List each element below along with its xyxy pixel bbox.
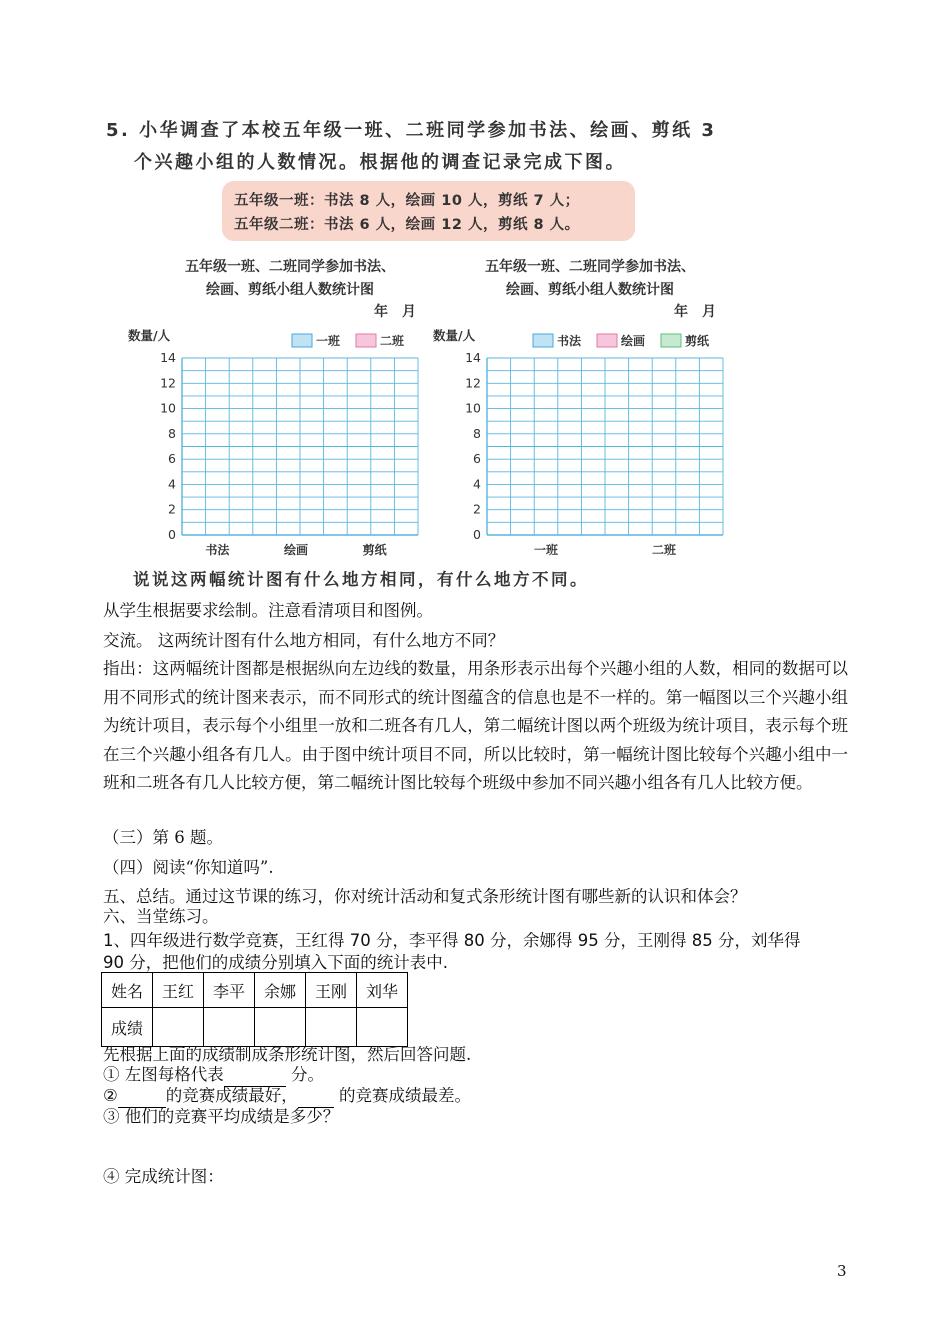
y-tick-label: 12 — [465, 375, 481, 391]
chart1-svg — [120, 322, 430, 562]
question-1-text: ① 左图每格代表 — [103, 1065, 224, 1084]
question-5-line2: 个兴趣小组的人数情况。根据他的调查记录完成下图。 — [134, 152, 626, 173]
para-draw: 从学生根据要求绘制。注意看清项目和图例。 — [103, 601, 433, 620]
chart1-date-label: 年 月 — [374, 304, 416, 320]
x-tick-label: 剪纸 — [362, 543, 387, 557]
bottom-prompt: 说说这两幅统计图有什么地方相同，有什么地方不同。 — [133, 570, 589, 589]
table-cell: 王红 — [153, 973, 204, 1008]
table-cell: 姓名 — [102, 973, 153, 1008]
y-tick-label: 14 — [465, 350, 481, 365]
table-cell: 余娜 — [255, 973, 306, 1008]
para-q1-line1: 1、四年级进行数学竞赛，王红得 70 分，李平得 80 分，余娜得 95 分，王刚得 85 分，刘华得 — [103, 931, 801, 950]
page-number: 3 — [837, 1262, 847, 1280]
question-4: ④ 完成统计图： — [103, 1167, 224, 1186]
para-discuss: 交流。 这两统计图有什么地方相同，有什么地方不同？ — [103, 631, 505, 650]
score-input-cell[interactable] — [153, 1008, 204, 1047]
y-tick-label: 0 — [473, 527, 481, 542]
y-tick-label: 6 — [168, 451, 176, 467]
para-explain: 指出：这两幅统计图都是根据纵向左边线的数量，用条形表示出每个兴趣小组的人数，相同的数据可以用不同形式的统计图来表示，而不同形式的统计图蕴含的信息也是不一样的。第一幅图以三个兴趣小组为统计项目，表示每个小组里一放和二班各有几人，第二幅统计图以两个班级为统计项目，表示每个班在三个兴趣小组各有几人。由于图中统计项目不同，所以比较时，第一幅统计图比较每个兴趣小组中一班和二班各有几人比较方便，第二幅统计图比较每个班级中参加不同兴趣小组各有几人比较方便。 — [103, 659, 848, 792]
table-row — [102, 973, 408, 1008]
question-2 — [103, 1085, 471, 1108]
y-tick-label: 14 — [160, 350, 176, 365]
y-tick-label: 12 — [160, 375, 176, 391]
para-practice: 六、当堂练习。 — [103, 907, 219, 926]
y-tick-label: 4 — [168, 476, 176, 492]
score-input-cell[interactable] — [204, 1008, 255, 1047]
y-tick-label: 10 — [160, 400, 176, 416]
chart2-title-line1: 五年级一班、二班同学参加书法、 — [485, 259, 695, 275]
answer-blank[interactable] — [118, 1085, 166, 1108]
x-tick-label: 书法 — [205, 543, 230, 557]
x-tick-label: 一班 — [533, 543, 559, 557]
y-tick-label: 2 — [473, 501, 481, 517]
legend-label: 一班 — [316, 334, 341, 348]
legend-label: 二班 — [380, 334, 405, 348]
question-1 — [103, 1064, 324, 1087]
legend-swatch — [597, 334, 617, 347]
y-tick-label: 8 — [473, 425, 481, 441]
score-input-cell[interactable] — [255, 1008, 306, 1047]
para-summary: 五、总结。通过这节课的练习，你对统计活动和复式条形统计图有哪些新的认识和体会？ — [103, 887, 747, 906]
legend-swatch — [533, 334, 553, 347]
y-tick-label: 4 — [473, 476, 481, 492]
chart2-svg — [425, 322, 735, 562]
para-item3: （三）第 6 题。 — [103, 828, 223, 847]
score-input-cell[interactable] — [357, 1008, 408, 1047]
chart2-date-label: 年 月 — [674, 304, 716, 320]
table-cell: 李平 — [204, 973, 255, 1008]
table-cell: 成绩 — [102, 1008, 153, 1047]
para-item4: （四）阅读“你知道吗”. — [103, 858, 274, 877]
answer-blank[interactable] — [224, 1064, 286, 1087]
para-make-chart: 先根据上面的成绩制成条形统计图，然后回答问题. — [103, 1045, 472, 1064]
y-tick-label: 6 — [473, 451, 481, 467]
y-axis-label: 数量/人 — [433, 328, 476, 343]
question-1-unit: 分。 — [291, 1065, 324, 1084]
question-2-worst: 的竞赛成绩最差。 — [339, 1086, 472, 1105]
table-row — [102, 1008, 408, 1047]
survey-record-box — [222, 181, 635, 241]
chart1-title-line2: 绘画、剪纸小组人数统计图 — [206, 282, 374, 298]
chart2-title-line2: 绘画、剪纸小组人数统计图 — [506, 282, 674, 298]
y-axis-label: 数量/人 — [128, 328, 171, 343]
legend-label: 剪纸 — [685, 334, 710, 348]
legend-label: 书法 — [557, 334, 582, 348]
table-cell: 王刚 — [306, 973, 357, 1008]
question-3: ③ 他们的竞赛平均成绩是多少？ — [103, 1107, 340, 1126]
answer-blank[interactable] — [298, 1085, 334, 1108]
y-tick-label: 8 — [168, 425, 176, 441]
score-input-cell[interactable] — [306, 1008, 357, 1047]
question-2-best: 的竞赛成绩最好， — [165, 1086, 298, 1105]
record-class1: 五年级一班：书法 8 人，绘画 10 人，剪纸 7 人； — [234, 193, 580, 209]
legend-swatch — [356, 334, 376, 347]
question-2-mark: ② — [103, 1086, 118, 1105]
record-class2: 五年级二班：书法 6 人，绘画 12 人，剪纸 8 人。 — [234, 217, 580, 233]
legend-label: 绘画 — [621, 334, 646, 348]
x-tick-label: 二班 — [651, 543, 677, 557]
legend-swatch — [661, 334, 681, 347]
chart1-title-line1: 五年级一班、二班同学参加书法、 — [185, 259, 395, 275]
x-tick-label: 绘画 — [283, 543, 309, 557]
question-5-line1: 5. 小华调查了本校五年级一班、二班同学参加书法、绘画、剪纸 3 — [106, 120, 717, 141]
y-tick-label: 10 — [465, 400, 481, 416]
score-table — [101, 972, 408, 1047]
legend-swatch — [292, 334, 312, 347]
table-cell: 刘华 — [357, 973, 408, 1008]
y-tick-label: 2 — [168, 501, 176, 517]
y-tick-label: 0 — [168, 527, 176, 542]
para-q1-line2: 90 分，把他们的成绩分别填入下面的统计表中. — [103, 953, 448, 972]
